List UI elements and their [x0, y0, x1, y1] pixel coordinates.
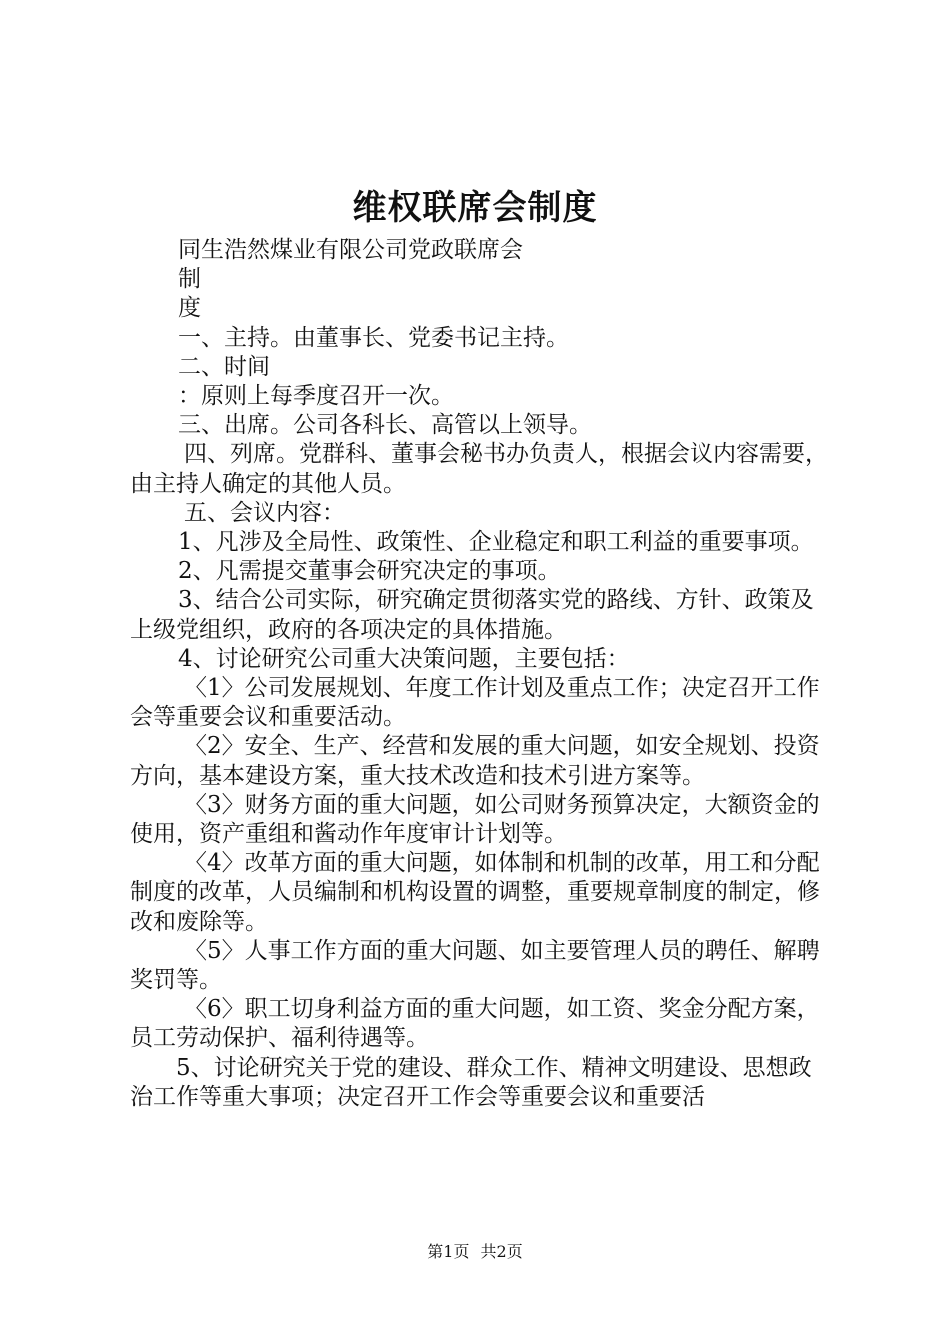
paragraph-header: 同生浩然煤业有限公司党政联席会: [178, 237, 523, 263]
document-title: 维权联席会制度: [352, 188, 598, 228]
paragraph-subitem-4: 〈4〉改革方面的重大问题，如体制和机制的改革，用工和分配制度的改革，人员编制和机构设置的调整，重要规章制度的制定，修改和废除等。: [130, 850, 820, 935]
paragraph-header-zhi: 制: [178, 266, 201, 293]
paragraph-item-2: 2、凡需提交董事会研究决定的事项。: [178, 558, 561, 585]
paragraph-subitem-1: 〈1〉公司发展规划、年度工作计划及重点工作；决定召开工作会等重要会议和重要活动。: [130, 675, 820, 731]
page-footer: [0, 1240, 950, 1264]
paragraph-time-label: 二、时间: [178, 353, 270, 380]
document-body: [130, 236, 830, 1112]
paragraph-subitem-2: 〈2〉安全、生产、经营和发展的重大问题，如安全规划、投资方向，基本建设方案，重大技术改造和技术引进方案等。: [130, 733, 820, 789]
paragraph-observers: 四、列席。党群科、董事会秘书办负责人，根据会议内容需要，由主持人确定的其他人员。: [130, 441, 828, 497]
paragraph-subitem-5: 〈5〉人事工作方面的重大问题、如主要管理人员的聘任、解聘奖罚等。: [130, 937, 820, 994]
page-number: 第1页: [427, 1242, 470, 1261]
paragraph-item-3: 3、结合公司实际，研究确定贯彻落实党的路线、方针、政策及上级党组织，政府的各项决定的具体措施。: [130, 587, 814, 643]
paragraph-host: 一、主持。由董事长、党委书记主持。: [178, 324, 569, 351]
paragraph-subitem-6: 〈6〉职工切身利益方面的重大问题，如工资、奖金分配方案，员工劳动保护、福利待遇等。: [130, 996, 820, 1052]
paragraph-subitem-3: 〈3〉财务方面的重大问题，如公司财务预算决定，大额资金的使用，资产重组和酱动作年度审计计划等。: [130, 791, 820, 848]
paragraph-attendance: 三、出席。公司各科长、高管以上领导。: [178, 412, 592, 439]
paragraph-time-detail: ：原则上每季度召开一次。: [178, 383, 454, 410]
paragraph-item-4: 4、讨论研究公司重大决策问题，主要包括：: [178, 645, 630, 672]
page-total: 共2页: [480, 1242, 523, 1261]
paragraph-content-heading: 五、会议内容：: [184, 499, 345, 526]
paragraph-item-1: 1、凡涉及全局性、政策性、企业稳定和职工利益的重要事项。: [178, 529, 814, 556]
paragraph-item-5: 5、讨论研究关于党的建设、群众工作、精神文明建设、思想政治工作等重大事项；决定召开工作会等重要会议和重要活: [130, 1054, 812, 1110]
paragraph-header-du: 度: [178, 295, 201, 322]
